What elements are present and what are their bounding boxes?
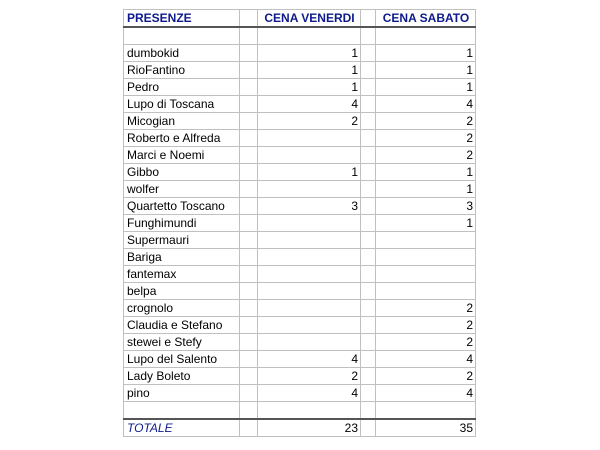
- cena-sabato-cell: 4: [376, 351, 476, 368]
- cena-sabato-cell: 1: [376, 164, 476, 181]
- spacer-cell: [240, 317, 258, 334]
- guest-name-cell: Funghimundi: [124, 215, 240, 232]
- spacer-cell: [361, 164, 376, 181]
- cena-venerdi-cell: 4: [258, 385, 361, 402]
- spacer-cell: [361, 10, 376, 28]
- total-cena-venerdi: 23: [258, 419, 361, 437]
- empty-cell: [258, 27, 361, 45]
- spacer-cell: [240, 45, 258, 62]
- total-cena-sabato: 35: [376, 419, 476, 437]
- cena-venerdi-cell: [258, 249, 361, 266]
- cena-venerdi-cell: 1: [258, 45, 361, 62]
- spacer-cell: [240, 147, 258, 164]
- table-row: [124, 283, 476, 300]
- header-cena-venerdi: CENA VENERDI: [258, 10, 361, 28]
- spacer-cell: [240, 334, 258, 351]
- table-row: [124, 62, 476, 79]
- spacer-cell: [361, 45, 376, 62]
- empty-cell: [376, 27, 476, 45]
- cena-venerdi-cell: 1: [258, 62, 361, 79]
- empty-cell: [376, 402, 476, 420]
- spacer-cell: [240, 79, 258, 96]
- guest-name-cell: Roberto e Alfreda: [124, 130, 240, 147]
- spacer-cell: [240, 181, 258, 198]
- spacer-cell: [240, 385, 258, 402]
- cena-sabato-cell: 2: [376, 317, 476, 334]
- cena-sabato-cell: 2: [376, 368, 476, 385]
- spacer-cell: [361, 130, 376, 147]
- cena-venerdi-cell: [258, 283, 361, 300]
- spacer-cell: [240, 232, 258, 249]
- cena-venerdi-cell: 4: [258, 351, 361, 368]
- spacer-cell: [361, 317, 376, 334]
- table-row: [124, 385, 476, 402]
- totals-row: [124, 419, 476, 437]
- guest-name-cell: dumbokid: [124, 45, 240, 62]
- table-row: [124, 96, 476, 113]
- spacer-cell: [240, 10, 258, 28]
- empty-row: [124, 402, 476, 420]
- cena-sabato-cell: [376, 266, 476, 283]
- spacer-cell: [240, 419, 258, 437]
- cena-venerdi-cell: 3: [258, 198, 361, 215]
- cena-sabato-cell: [376, 283, 476, 300]
- spacer-cell: [361, 385, 376, 402]
- guest-name-cell: Lady Boleto: [124, 368, 240, 385]
- empty-cell: [258, 402, 361, 420]
- spacer-cell: [240, 283, 258, 300]
- empty-cell: [240, 27, 258, 45]
- spacer-cell: [361, 215, 376, 232]
- guest-name-cell: Pedro: [124, 79, 240, 96]
- table-row: [124, 351, 476, 368]
- table-row: [124, 266, 476, 283]
- spacer-cell: [361, 351, 376, 368]
- guest-name-cell: RioFantino: [124, 62, 240, 79]
- cena-venerdi-cell: 4: [258, 96, 361, 113]
- cena-venerdi-cell: 2: [258, 368, 361, 385]
- table-row: [124, 181, 476, 198]
- cena-venerdi-cell: [258, 266, 361, 283]
- guest-name-cell: Lupo di Toscana: [124, 96, 240, 113]
- cena-venerdi-cell: [258, 232, 361, 249]
- guest-name-cell: pino: [124, 385, 240, 402]
- table-row: [124, 215, 476, 232]
- spacer-cell: [361, 62, 376, 79]
- guest-name-cell: fantemax: [124, 266, 240, 283]
- guest-name-cell: stewei e Stefy: [124, 334, 240, 351]
- guest-name-cell: Bariga: [124, 249, 240, 266]
- spacer-cell: [240, 266, 258, 283]
- guest-name-cell: wolfer: [124, 181, 240, 198]
- cena-venerdi-cell: [258, 181, 361, 198]
- cena-venerdi-cell: [258, 130, 361, 147]
- cena-venerdi-cell: [258, 215, 361, 232]
- guest-name-cell: Lupo del Salento: [124, 351, 240, 368]
- guest-name-cell: crognolo: [124, 300, 240, 317]
- spacer-cell: [361, 198, 376, 215]
- cena-sabato-cell: 2: [376, 113, 476, 130]
- header-row: [124, 10, 476, 28]
- cena-venerdi-cell: 1: [258, 79, 361, 96]
- empty-cell: [124, 27, 240, 45]
- cena-sabato-cell: 2: [376, 334, 476, 351]
- cena-venerdi-cell: [258, 334, 361, 351]
- spacer-cell: [240, 249, 258, 266]
- spacer-cell: [361, 334, 376, 351]
- spacer-cell: [240, 300, 258, 317]
- table-row: [124, 198, 476, 215]
- header-cena-sabato: CENA SABATO: [376, 10, 476, 28]
- spacer-cell: [361, 266, 376, 283]
- cena-sabato-cell: 1: [376, 45, 476, 62]
- spacer-cell: [240, 368, 258, 385]
- spacer-cell: [240, 215, 258, 232]
- spacer-cell: [361, 419, 376, 437]
- attendance-table: [123, 9, 476, 437]
- guest-name-cell: Gibbo: [124, 164, 240, 181]
- spacer-cell: [361, 113, 376, 130]
- spacer-cell: [361, 249, 376, 266]
- empty-row: [124, 27, 476, 45]
- guest-name-cell: Claudia e Stefano: [124, 317, 240, 334]
- spacer-cell: [361, 300, 376, 317]
- cena-sabato-cell: 1: [376, 62, 476, 79]
- table-row: [124, 368, 476, 385]
- table-row: [124, 45, 476, 62]
- table-row: [124, 130, 476, 147]
- cena-sabato-cell: 2: [376, 147, 476, 164]
- cena-sabato-cell: [376, 249, 476, 266]
- cena-sabato-cell: 3: [376, 198, 476, 215]
- cena-venerdi-cell: 2: [258, 113, 361, 130]
- cena-sabato-cell: [376, 232, 476, 249]
- empty-cell: [361, 402, 376, 420]
- spacer-cell: [240, 164, 258, 181]
- table-row: [124, 249, 476, 266]
- spacer-cell: [240, 130, 258, 147]
- cena-venerdi-cell: [258, 147, 361, 164]
- table-row: [124, 164, 476, 181]
- table-row: [124, 334, 476, 351]
- spacer-cell: [240, 113, 258, 130]
- table-row: [124, 147, 476, 164]
- spacer-cell: [361, 181, 376, 198]
- spacer-cell: [361, 96, 376, 113]
- empty-cell: [124, 402, 240, 420]
- cena-sabato-cell: 4: [376, 385, 476, 402]
- table-row: [124, 317, 476, 334]
- table-row: [124, 232, 476, 249]
- spacer-cell: [240, 351, 258, 368]
- spacer-cell: [361, 147, 376, 164]
- cena-sabato-cell: 1: [376, 215, 476, 232]
- spacer-cell: [361, 283, 376, 300]
- header-presenze: PRESENZE: [124, 10, 240, 28]
- cena-sabato-cell: 1: [376, 181, 476, 198]
- spacer-cell: [240, 96, 258, 113]
- guest-name-cell: Supermauri: [124, 232, 240, 249]
- spacer-cell: [361, 368, 376, 385]
- guest-name-cell: belpa: [124, 283, 240, 300]
- empty-cell: [240, 402, 258, 420]
- cena-venerdi-cell: [258, 300, 361, 317]
- table-row: [124, 113, 476, 130]
- cena-sabato-cell: 1: [376, 79, 476, 96]
- guest-name-cell: Micogian: [124, 113, 240, 130]
- spacer-cell: [361, 79, 376, 96]
- table-row: [124, 300, 476, 317]
- cena-venerdi-cell: 1: [258, 164, 361, 181]
- cena-sabato-cell: 4: [376, 96, 476, 113]
- cena-sabato-cell: 2: [376, 130, 476, 147]
- table-row: [124, 79, 476, 96]
- cena-sabato-cell: 2: [376, 300, 476, 317]
- spacer-cell: [240, 62, 258, 79]
- empty-cell: [361, 27, 376, 45]
- spacer-cell: [240, 198, 258, 215]
- guest-name-cell: Marci e Noemi: [124, 147, 240, 164]
- spacer-cell: [361, 232, 376, 249]
- cena-venerdi-cell: [258, 317, 361, 334]
- totals-label: TOTALE: [124, 419, 240, 437]
- guest-name-cell: Quartetto Toscano: [124, 198, 240, 215]
